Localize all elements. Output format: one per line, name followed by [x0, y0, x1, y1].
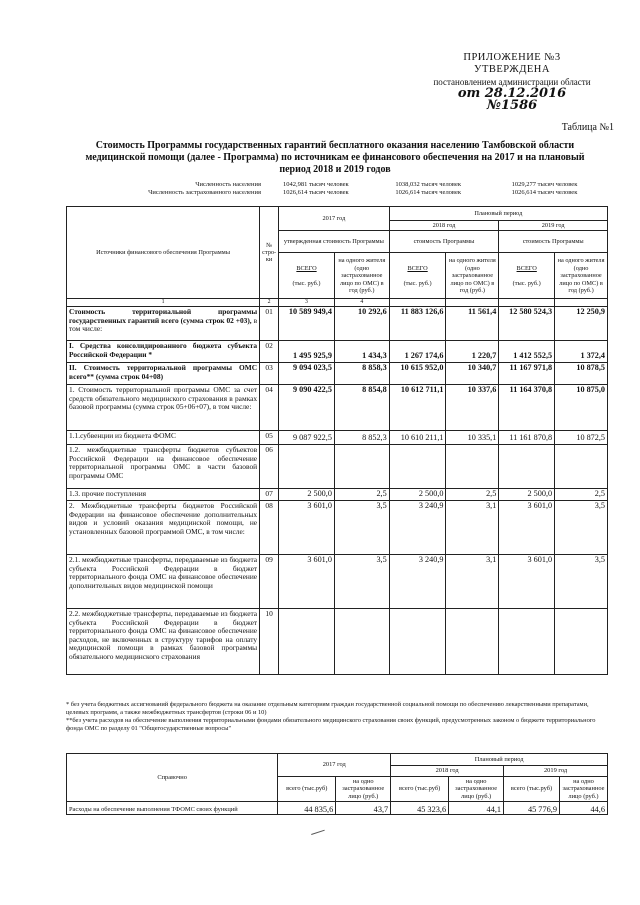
insured-2018: 1026,614 тысяч человек	[395, 189, 462, 196]
total-label: ВСЕГО	[516, 264, 537, 272]
per-capita-2017: 8 858,3	[334, 362, 389, 384]
per-capita-2019: 10 878,5	[555, 362, 608, 384]
total-2018: 3 240,9	[389, 554, 446, 608]
total-2018: 10 615 952,0	[389, 362, 446, 384]
row-label: 2.2. межбюджетные трансферты, передаваемые из бюджета субъекта Российской Федерации в бюджет территориального фонда ОМС на финансовое обеспечение расходов, не включенных в структуру тарифов на оплату медицинской помощи в рамках базовой программы обязательного медицинского страхования	[67, 608, 260, 674]
table-row	[67, 306, 608, 340]
program-cost-table	[66, 206, 608, 675]
table-number: Таблица №1	[561, 122, 614, 133]
total-2017: 3 601,0	[279, 500, 335, 554]
per-capita-2018: 2,5	[446, 488, 499, 500]
row-number: 10	[260, 608, 279, 674]
per-capita-2019: 10 875,0	[555, 384, 608, 430]
header-total-2017	[279, 253, 335, 299]
row-label: II. Стоимость территориальной программы ОМС всего** (сумма строк 04+08)	[67, 362, 260, 384]
header-cost-2019: стоимость Программы	[499, 231, 608, 253]
footnotes	[66, 701, 608, 733]
total-2017: 9 090 422,5	[279, 384, 335, 430]
total-2019: 11 164 370,8	[499, 384, 555, 430]
total-label: ВСЕГО	[407, 264, 428, 272]
total-2017: 9 087 922,5	[279, 430, 335, 444]
per-capita-2018: 3,1	[446, 554, 499, 608]
total-2018: 2 500,0	[389, 488, 446, 500]
row-label: 1.3. прочие поступления	[67, 488, 260, 500]
ref-header-total-2019: всего (тыс.руб)	[504, 776, 560, 802]
total-2018: 10 610 211,1	[389, 430, 446, 444]
per-capita-2019: 3,5	[555, 554, 608, 608]
per-capita-2017: 2,5	[334, 488, 389, 500]
ref-header-per: на одно застрахованное лицо (руб.)	[336, 776, 391, 802]
total-2019: 1 412 552,5	[499, 340, 555, 362]
header-rownum: № стро-ки	[260, 207, 279, 299]
per-capita-2018: 10 340,7	[446, 362, 499, 384]
per-capita-2018: 10 337,6	[446, 384, 499, 430]
row-number: 05	[260, 430, 279, 444]
appendix-label: ПРИЛОЖЕНИЕ №3	[463, 52, 561, 63]
per-capita-2017: 10 292,6	[334, 306, 389, 340]
ref-header-plan: Плановый период	[391, 754, 608, 766]
ref-per-2017: 43,7	[336, 802, 391, 815]
total-2018: 10 612 711,1	[389, 384, 446, 430]
header-plan-period: Плановый период	[389, 207, 607, 221]
per-capita-2018: 10 335,1	[446, 430, 499, 444]
header-cost-2018: стоимость Программы	[389, 231, 499, 253]
total-2018	[389, 444, 446, 488]
population-2018: 1038,032 тысяч человек	[395, 181, 462, 188]
header-per-capita-2017: на одного жителя (одно застрахованное лицо по ОМС) в год (руб.)	[334, 253, 389, 299]
row-number: 09	[260, 554, 279, 608]
table-row	[67, 362, 608, 384]
ref-per-2019: 44,6	[559, 802, 607, 815]
total-2017	[279, 444, 335, 488]
ref-header-2019: 2019 год	[504, 766, 608, 777]
ref-header: Справочно	[67, 754, 278, 802]
header-2017: 2017 год	[279, 207, 390, 231]
per-capita-2017: 8 854,8	[334, 384, 389, 430]
row-number: 03	[260, 362, 279, 384]
per-capita-2018	[446, 608, 499, 674]
ref-total-2019: 45 776,9	[504, 802, 560, 815]
row-number: 07	[260, 488, 279, 500]
per-capita-2019: 3,5	[555, 500, 608, 554]
total-2017: 10 589 949,4	[279, 306, 335, 340]
ref-total-2017: 44 835,6	[278, 802, 336, 815]
ref-header-2018: 2018 год	[391, 766, 504, 777]
document-title: Стоимость Программы государственных гарантий бесплатного оказания населению Тамбовской области медицинской помощи (далее - Программа) по источникам ее финансового обеспечения на 2017 и на плановый период 2018 и 2019 годов	[85, 140, 585, 175]
total-label: ВСЕГО	[296, 264, 317, 272]
header-total-2018	[389, 253, 446, 299]
per-capita-2017: 1 434,3	[334, 340, 389, 362]
per-capita-2018: 3,1	[446, 500, 499, 554]
decree-label: постановлением администрации области	[433, 77, 591, 87]
per-capita-2018: 1 220,7	[446, 340, 499, 362]
total-2018: 11 883 126,6	[389, 306, 446, 340]
per-capita-2019	[555, 608, 608, 674]
thous-label: (тыс. руб.)	[512, 279, 541, 287]
per-capita-2019: 10 872,5	[555, 430, 608, 444]
table-row	[67, 444, 608, 488]
col-index: 3	[279, 299, 335, 307]
total-2017: 1 495 925,9	[279, 340, 335, 362]
population-2019: 1029,277 тысяч человек	[511, 181, 578, 188]
total-2017: 2 500,0	[279, 488, 335, 500]
row-number: 01	[260, 306, 279, 340]
ref-header-total-2018: всего (тыс.руб)	[391, 776, 449, 802]
population-2017: 1042,981 тысяч человек	[282, 181, 349, 188]
total-2019: 3 601,0	[499, 554, 555, 608]
column-index-row	[67, 299, 608, 307]
total-2018: 3 240,9	[389, 500, 446, 554]
total-2017: 9 094 023,5	[279, 362, 335, 384]
footnote-budget: * без учета бюджетных ассигнований федерального бюджета на оказание отдельным категориям граждан государственной социальной помощи по обеспечению лекарственными препаратами, целевых программ, а также межбюджетных трансфертов (строки 06 и 10)	[66, 701, 589, 716]
per-capita-2017	[334, 608, 389, 674]
row-label: 2. Межбюджетные трансферты бюджетов Российской Федерации на финансовое обеспечение дополнительных видов и условий оказания медицинской помощи, не установленных базовой программой ОМС, в том числе:	[67, 500, 260, 554]
thous-label: (тыс. руб.)	[403, 279, 432, 287]
approved-label: УТВЕРЖДЕНА	[474, 64, 550, 75]
table-row	[67, 384, 608, 430]
row-label: 1. Стоимость территориальной программы ОМС за счет средств обязательного медицинского страхования в рамках базовой программы (сумма строк 05+06+07), в том числе:	[67, 384, 260, 430]
per-capita-2017: 3,5	[334, 500, 389, 554]
header-per-capita-2019: на одного жителя (одно застрахованное лицо по ОМС) в год (руб.)	[555, 253, 608, 299]
approval-header	[432, 52, 592, 112]
table-row	[67, 500, 608, 554]
col-index: 2	[260, 299, 279, 307]
total-2019: 12 580 524,3	[499, 306, 555, 340]
total-2019: 11 161 870,8	[499, 430, 555, 444]
total-2019	[499, 608, 555, 674]
table-row	[67, 430, 608, 444]
ref-total-2018: 45 323,6	[391, 802, 449, 815]
total-2017	[279, 608, 335, 674]
header-2019: 2019 год	[499, 221, 608, 231]
ref-row-label: Расходы на обеспечение выполнения ТФОМС своих функций	[67, 802, 278, 815]
total-2019	[499, 444, 555, 488]
footnote-oms: **без учета расходов на обеспечение выполнения территориальными фондами обязательного медицинского страхования своих функций, предусмотренных законом о бюджете территориального фонда ОМС по разделу 01 "Общегосударственные вопросы"	[66, 717, 596, 732]
header-2018: 2018 год	[389, 221, 499, 231]
row-number: 04	[260, 384, 279, 430]
row-label: 2.1. межбюджетные трансферты, передаваемые из бюджета субъекта Российской Федерации в бюджет территориального фонда ОМС на финансовое обеспечение дополнительных видов медицинской помощи	[67, 554, 260, 608]
per-capita-2019	[555, 444, 608, 488]
header-per-capita-2018: на одного жителя (одно застрахованное лицо по ОМС) в год (руб.)	[446, 253, 499, 299]
table-row	[67, 488, 608, 500]
row-label: 1.2. межбюджетные трансферты бюджетов субъектов Российской Федерации на финансовое обеспечение территориальной программы ОМС в части базовой программы ОМС	[67, 444, 260, 488]
per-capita-2018: 11 561,4	[446, 306, 499, 340]
total-2018: 1 267 174,6	[389, 340, 446, 362]
ref-header-2017: 2017 год	[278, 754, 391, 777]
header-source: Источники финансового обеспечения Программы	[67, 207, 260, 299]
insured-label: Численность застрахованного населения	[148, 189, 261, 196]
per-capita-2019: 2,5	[555, 488, 608, 500]
row-number: 08	[260, 500, 279, 554]
row-label: Стоимость территориальной программы государственных гарантий всего (сумма строк 02 +03), в том числе:	[67, 306, 260, 340]
total-2019: 2 500,0	[499, 488, 555, 500]
col-index: 4	[334, 299, 389, 307]
insured-2017: 1026,614 тысяч человек	[282, 189, 349, 196]
row-label: 1.1.субвенции из бюджета ФОМС	[67, 430, 260, 444]
per-capita-2017	[334, 444, 389, 488]
table-row	[67, 802, 608, 815]
row-label: I. Средства консолидированного бюджета субъекта Российской Федерации *	[67, 340, 260, 362]
table-row	[67, 554, 608, 608]
row-number: 02	[260, 340, 279, 362]
pen-mark	[309, 824, 324, 835]
date-number-signature: от 28.12.2016 №1586	[457, 86, 567, 113]
total-2018	[389, 608, 446, 674]
per-capita-2017: 8 852,3	[334, 430, 389, 444]
ref-header-total: всего (тыс.руб)	[278, 776, 336, 802]
population-row	[76, 181, 616, 189]
ref-header-per-2019: на одно застрахованное лицо (руб.)	[559, 776, 607, 802]
insured-2019: 1026,614 тысяч человек	[511, 189, 578, 196]
reference-table	[66, 753, 608, 815]
col-index: 1	[67, 299, 260, 307]
population-label: Численность населения	[195, 181, 261, 188]
per-capita-2019: 1 372,4	[555, 340, 608, 362]
total-2017: 3 601,0	[279, 554, 335, 608]
thous-label: (тыс. руб.)	[292, 279, 321, 287]
total-2019: 11 167 971,8	[499, 362, 555, 384]
table-row	[67, 340, 608, 362]
per-capita-2018	[446, 444, 499, 488]
ref-per-2018: 44,1	[449, 802, 504, 815]
ref-header-per-2018: на одно застрахованное лицо (руб.)	[449, 776, 504, 802]
header-total-2019	[499, 253, 555, 299]
table-row	[67, 608, 608, 674]
row-number: 06	[260, 444, 279, 488]
insured-population-row	[76, 189, 616, 197]
population-block	[76, 181, 616, 197]
per-capita-2019: 12 250,9	[555, 306, 608, 340]
header-approved-cost: утвержденная стоимость Программы	[279, 231, 390, 253]
per-capita-2017: 3,5	[334, 554, 389, 608]
total-2019: 3 601,0	[499, 500, 555, 554]
